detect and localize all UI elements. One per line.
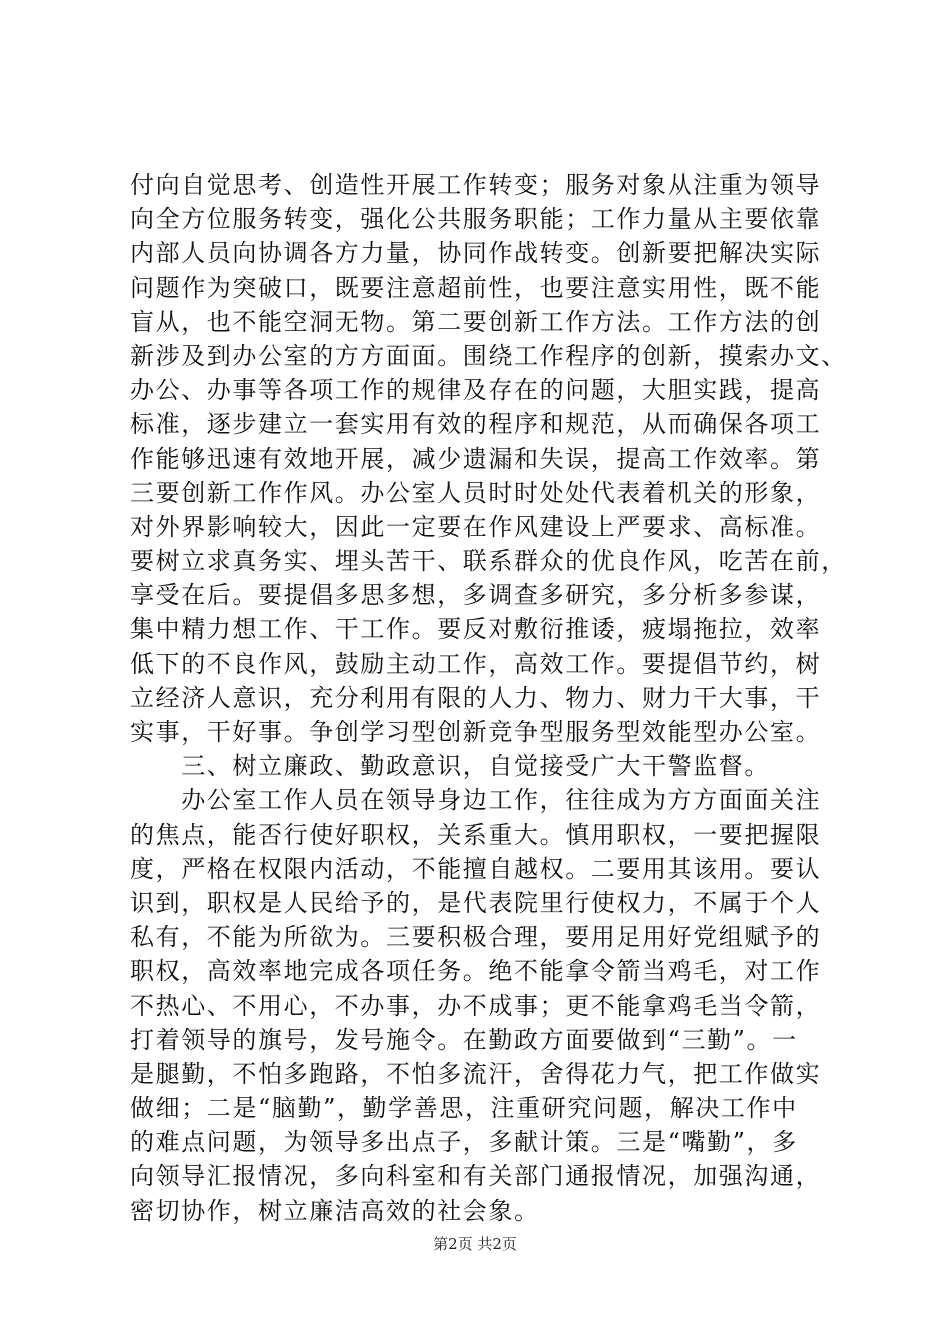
section-heading: 三、树立廉政、勤政意识，自觉接受广大干警监督。 <box>130 752 770 781</box>
text-line: 集中精力想工作、干工作。要反对敷衍推诿，疲塌拖拉，效率 <box>130 615 822 644</box>
page-footer <box>0 1234 950 1254</box>
page-number-label: 第2页 共2页 <box>433 1235 517 1253</box>
text-line: 实事，干好事。争创学习型创新竞争型服务型效能型办公室。 <box>130 718 822 746</box>
text-line: 识到，职权是人民给予的，是代表院里行使权力，不属于个人 <box>130 888 822 917</box>
text-line: 密切协作，树立廉洁高效的社会象。 <box>130 1196 540 1225</box>
text-line: 不热心、不用心，不办事，办不成事；更不能拿鸡毛当令箭， <box>130 991 822 1020</box>
text-line: 作能够迅速有效地开展，减少遗漏和失误，提高工作效率。第 <box>130 444 822 473</box>
text-line: 办公、办事等各项工作的规律及存在的问题，大胆实践，提高 <box>130 376 822 405</box>
text-line: 付向自觉思考、创造性开展工作转变；服务对象从注重为领导 <box>130 171 822 199</box>
text-line: 做细；二是“脑勤”，勤学善思，注重研究问题，解决工作中 <box>130 1094 798 1123</box>
text-line: 私有，不能为所欲为。三要积极合理，要用足用好党组赋予的 <box>130 923 822 952</box>
text-line: 度，严格在权限内活动，不能擅自越权。二要用其该用。要认 <box>130 854 822 883</box>
text-line: 要树立求真务实、埋头苦干、联系群众的优良作风，吃苦在前， <box>130 547 847 576</box>
text-line: 是腿勤，不怕多跑路，不怕多流汗，舍得花力气，把工作做实 <box>130 1059 822 1088</box>
text-line: 的焦点，能否行使好职权，关系重大。慎用职权，一要把握限 <box>130 820 822 849</box>
text-line: 享受在后。要提倡多思多想，多调查多研究，多分析多参谋， <box>130 581 822 610</box>
text-line: 标准，逐步建立一套实用有效的程序和规范，从而确保各项工 <box>130 410 822 439</box>
text-line: 打着领导的旗号，发号施令。在勤政方面要做到“三勤”。一 <box>130 1025 798 1054</box>
text-line: 职权，高效率地完成各项任务。绝不能拿令箭当鸡毛，对工作 <box>130 957 822 986</box>
text-line: 低下的不良作风，鼓励主动工作，高效工作。要提倡节约，树 <box>130 649 822 678</box>
document-body <box>130 168 847 1228</box>
text-line: 三要创新工作作风。办公室人员时时处处代表着机关的形象， <box>130 478 822 507</box>
text-line: 新涉及到办公室的方方面面。围绕工作程序的创新，摸索办文、 <box>130 341 847 370</box>
text-line: 盲从，也不能空洞无物。第二要创新工作方法。工作方法的创 <box>130 307 822 336</box>
text-line: 向全方位服务转变，强化公共服务职能；工作力量从主要依靠 <box>130 205 822 234</box>
text-line: 办公室工作人员在领导身边工作，往往成为方方面面关注 <box>130 786 822 815</box>
text-line: 内部人员向协调各方力量，协同作战转变。创新要把解决实际 <box>130 239 822 268</box>
text-line: 的难点问题，为领导多出点子，多献计策。三是“嘴勤”，多 <box>130 1128 798 1157</box>
text-line: 对外界影响较大，因此一定要在作风建设上严要求、高标准。 <box>130 512 822 541</box>
text-line: 问题作为突破口，既要注意超前性，也要注意实用性，既不能 <box>130 273 822 302</box>
text-line: 向领导汇报情况，多向科室和有关部门通报情况，加强沟通， <box>130 1162 822 1191</box>
text-line: 立经济人意识，充分利用有限的人力、物力、财力干大事，干 <box>130 683 822 712</box>
